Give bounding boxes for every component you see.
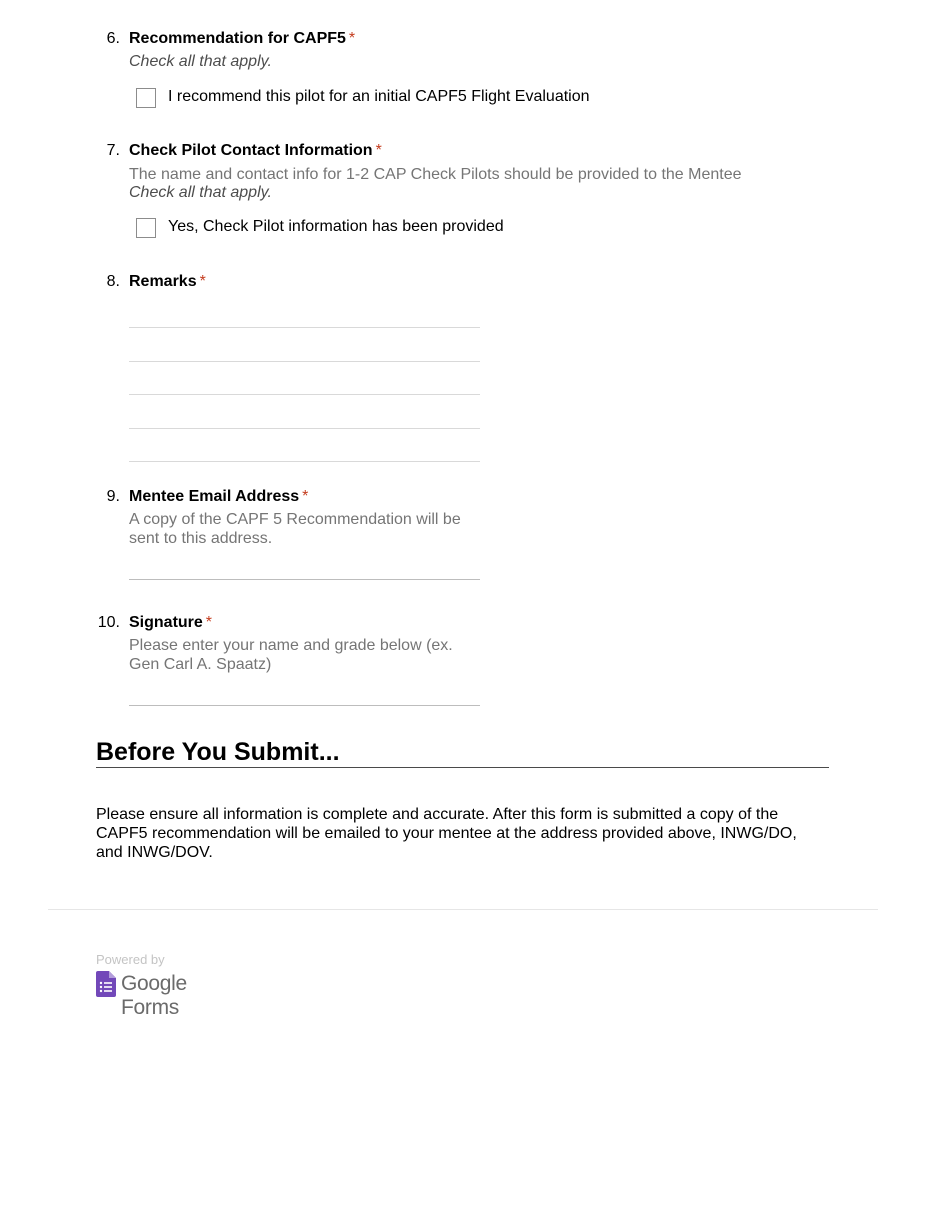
required-asterisk: * <box>199 273 206 290</box>
question-help-text: sent to this address. <box>129 530 273 547</box>
question-help-text: The name and contact info for 1-2 CAP Check Pilots should be provided to the Mentee <box>129 166 742 183</box>
section-description <box>96 805 826 862</box>
question-title-text: Mentee Email Address <box>129 488 300 505</box>
question-title-text: Check Pilot Contact Information <box>129 142 373 159</box>
required-asterisk: * <box>375 142 382 159</box>
section-title: Before You Submit... <box>96 738 340 766</box>
question-help-text: Please enter your name and grade below (ex. <box>129 637 453 654</box>
answer-line <box>129 394 480 395</box>
answer-line <box>129 579 480 580</box>
remarks-textarea[interactable] <box>129 300 480 464</box>
answer-line <box>129 327 480 328</box>
section-description-line: and INWG/DOV. <box>96 844 213 861</box>
footer-divider <box>48 909 878 910</box>
question-title-mentee-email <box>129 488 308 506</box>
question-number: 10. <box>97 614 120 631</box>
checkbox-check-pilot-provided[interactable] <box>136 218 156 238</box>
question-title-text: Signature <box>129 614 203 631</box>
section-divider <box>96 767 829 768</box>
checkbox-recommend-pilot[interactable] <box>136 88 156 108</box>
question-title-text: Recommendation for CAPF5 <box>129 30 346 47</box>
question-title-remarks <box>129 273 206 291</box>
checkbox-label: Yes, Check Pilot information has been provided <box>168 218 504 235</box>
required-asterisk: * <box>302 488 309 505</box>
question-title-recommendation <box>129 30 355 48</box>
question-hint: Check all that apply. <box>129 184 272 201</box>
powered-by-label: Powered by <box>96 952 165 967</box>
question-title-text: Remarks <box>129 273 197 290</box>
brand-wordmark <box>121 972 236 1020</box>
brand-google-text: Google <box>121 972 187 995</box>
answer-line <box>129 428 480 429</box>
question-title-signature <box>129 614 212 632</box>
required-asterisk: * <box>348 30 356 47</box>
question-help-text: Gen Carl A. Spaatz) <box>129 656 272 673</box>
section-description-line: Please ensure all information is complete and accurate. After this form is submitted a copy of the <box>96 806 779 823</box>
question-number: 7. <box>106 142 120 159</box>
answer-line <box>129 361 480 362</box>
google-forms-icon <box>96 971 116 1002</box>
question-help-text: A copy of the CAPF 5 Recommendation will be <box>129 511 461 528</box>
mentee-email-input[interactable] <box>129 560 480 582</box>
required-asterisk: * <box>205 614 213 631</box>
checkbox-label: I recommend this pilot for an initial CAPF5 Flight Evaluation <box>168 88 590 105</box>
answer-line <box>129 461 480 462</box>
signature-input[interactable] <box>129 686 480 708</box>
question-number: 9. <box>106 488 120 505</box>
question-hint: Check all that apply. <box>129 53 272 70</box>
section-description-line: CAPF5 recommendation will be emailed to your mentee at the address provided above, INWG/DO, <box>96 825 797 842</box>
question-number: 6. <box>106 30 120 47</box>
question-title-check-pilot <box>129 142 382 160</box>
google-forms-logo[interactable] <box>96 970 236 1019</box>
brand-forms-text: Forms <box>121 996 179 1019</box>
question-number: 8. <box>106 273 120 290</box>
answer-line <box>129 705 480 706</box>
